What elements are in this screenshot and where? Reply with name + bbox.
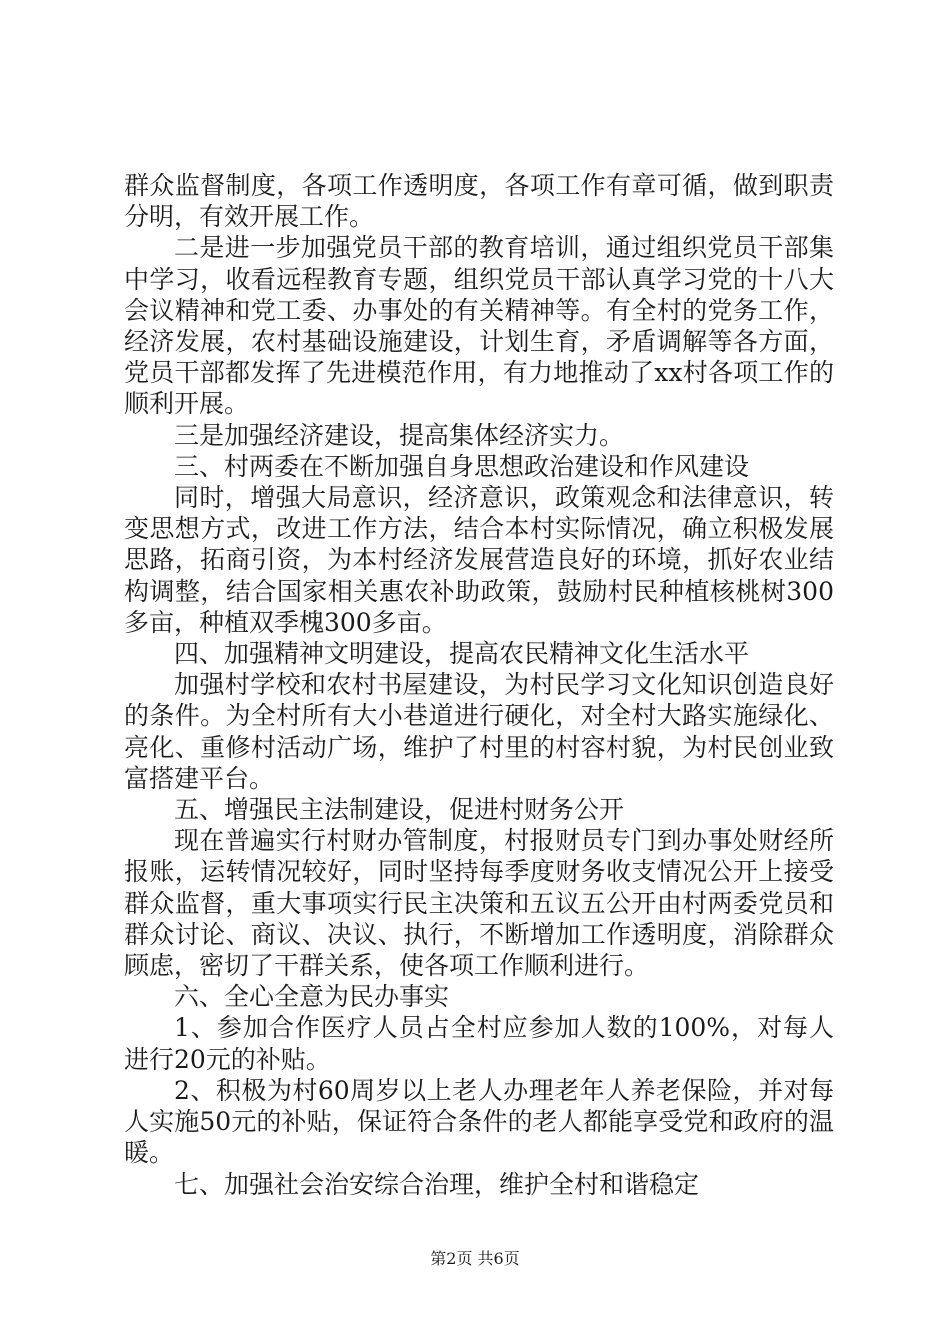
paragraph-school-library: 加强村学校和农村书屋建设，为村民学习文化知识创造良好的条件。为全村所有大小巷道进行硬化，对全村大路实施绿化、亮化、重修村活动广场，维护了村里的村容村貌，为村民创业致富搭建平台。 [124, 670, 834, 793]
paragraph-continuation: 群众监督制度，各项工作透明度，各项工作有章可循，做到职责分明，有效开展工作。 [124, 171, 834, 232]
document-body [124, 170, 834, 1200]
section-heading-3: 三、村两委在不断加强自身思想政治建设和作风建设 [174, 451, 750, 481]
paragraph-economic-building: 三是加强经济建设，提高集体经济实力。 [174, 420, 625, 450]
section-heading-7: 七、加强社会治安综合治理，维护全村和谐稳定 [174, 1169, 700, 1199]
paragraph-pension: 2、积极为村60周岁以上老人办理老年人养老保险，并对每人实施50元的补贴，保证符合条件的老人都能享受党和政府的温暖。 [124, 1075, 834, 1168]
paragraph-medical: 1、参加合作医疗人员占全村应参加人数的100%，对每人进行20元的补贴。 [124, 1013, 834, 1074]
paragraph-awareness: 同时，增强大局意识，经济意识，政策观念和法律意识，转变思想方式，改进工作方法，结合本村实际情况，确立积极发展思路，拓商引资，为本村经济发展营造良好的环境，抓好农业结构调整，结合国家相关惠农补助政策，鼓励村民种植核桃树300多亩，种植双季槐300多亩。 [124, 483, 834, 637]
paragraph-party-training: 二是进一步加强党员干部的教育培训，通过组织党员干部集中学习，收看远程教育专题，组织党员干部认真学习党的十八大会议精神和党工委、办事处的有关精神等。有全村的党务工作，经济发展，农村基础设施建设，计划生育，矛盾调解等各方面，党员干部都发挥了先进模范作用，有力地推动了xx村各项工作的顺利开展。 [124, 233, 834, 419]
section-heading-5: 五、增强民主法制建设，促进村财务公开 [174, 795, 625, 825]
section-heading-6: 六、全心全意为民办事实 [174, 982, 450, 1012]
section-heading-4: 四、加强精神文明建设，提高农民精神文化生活水平 [174, 639, 750, 669]
paragraph-finance: 现在普遍实行村财办管制度，村报财员专门到办事处财经所报账，运转情况较好，同时坚持每季度财务收支情况公开上接受群众监督，重大事项实行民主决策和五议五公开由村两委党员和群众讨论、商议、决议、执行，不断增加工作透明度，消除群众顾虑，密切了干群关系，使各项工作顺利进行。 [124, 826, 834, 981]
page-number: 第2页 共6页 [430, 1249, 520, 1268]
